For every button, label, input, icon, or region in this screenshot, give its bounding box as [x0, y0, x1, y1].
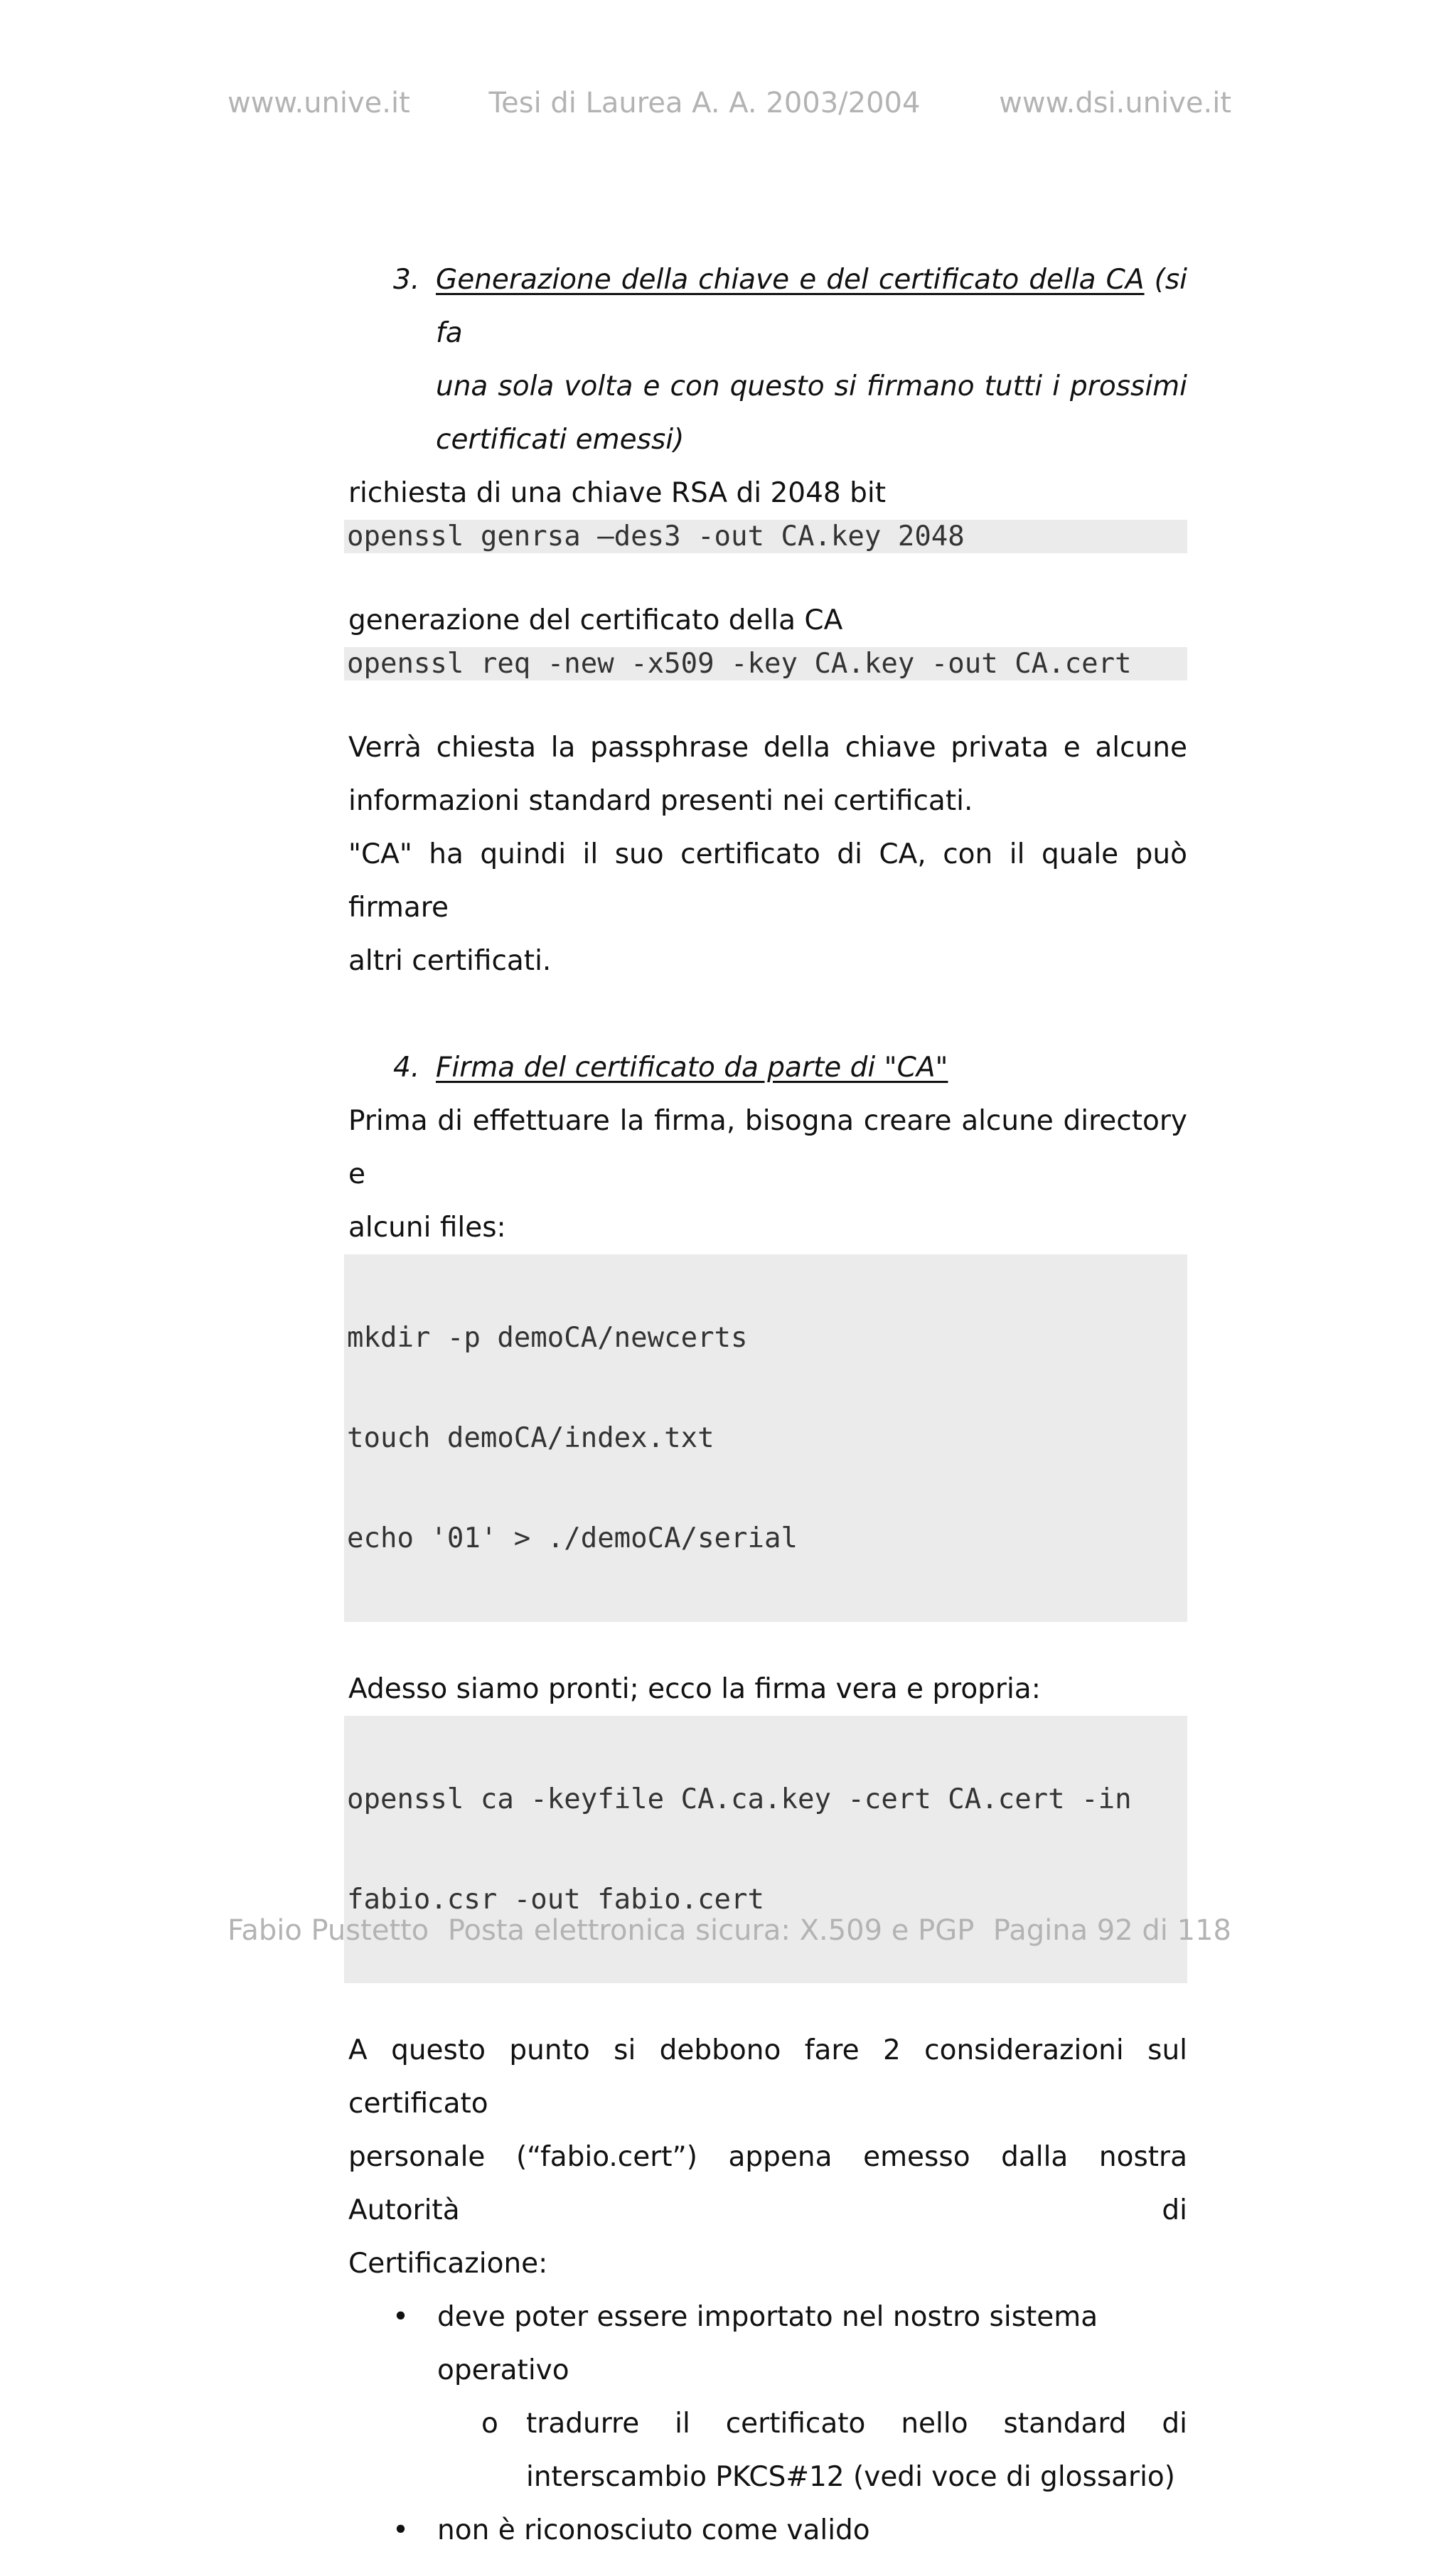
adesso-paragraph: Adesso siamo pronti; ecco la firma vera e propria:: [348, 1673, 1041, 1705]
code-line: echo '01' > ./demoCA/serial: [347, 1522, 798, 1554]
section-4-title: Firma del certificato da parte di "CA": [436, 1052, 948, 1084]
sub-bullet-line-2: interscambio PKCS#12 (vedi voce di glossario): [526, 2461, 1175, 2493]
gencert-paragraph: generazione del certificato della CA: [348, 604, 843, 636]
code-line: openssl genrsa –des3 -out CA.key 2048: [347, 521, 965, 552]
bullet-text: deve poter essere importato nel nostro sistema operativo: [437, 2301, 1098, 2386]
bullet-marker: •: [392, 2301, 410, 2333]
section-4-heading: [347, 1041, 1187, 1094]
ca-paragraph: [348, 828, 1187, 988]
prima-line-2: alcuni files:: [348, 1212, 506, 1244]
bullet-item: [348, 2504, 1187, 2557]
code-req: [344, 647, 1187, 680]
bullet-text: non è riconosciuto come valido: [437, 2514, 870, 2546]
footer-left: Fabio Pustetto: [228, 1914, 429, 1947]
code-line: openssl ca -keyfile CA.ca.key -cert CA.cert -in: [347, 1783, 1132, 1815]
header-left: www.unive.it: [228, 87, 410, 119]
section-3-title: Generazione della chiave e del certificato della CA: [436, 264, 1145, 296]
header-right: www.dsi.unive.it: [999, 87, 1231, 119]
ca-line-2: altri certificati.: [348, 945, 552, 977]
aquesto-paragraph: [348, 2024, 1187, 2290]
section-4-number: 4.: [393, 1052, 420, 1084]
aquesto-line-1: A questo punto si debbono fare 2 considerazioni sul certificato: [348, 2034, 1187, 2120]
bullet-marker: •: [392, 2514, 410, 2546]
sub-bullet-marker: o: [481, 2408, 498, 2440]
section-3-line3: certificati emessi): [436, 424, 685, 456]
section-3-number: 3.: [393, 264, 420, 296]
verra-line-1: Verrà chiesta la passphrase della chiave privata e alcune: [348, 732, 1187, 764]
section-3-heading: [347, 253, 1187, 466]
bullet-item: [348, 2290, 1187, 2397]
code-line: openssl req -new -x509 -key CA.key -out CA.cert: [347, 648, 1132, 680]
footer-center: Posta elettronica sicura: X.509 e PGP: [447, 1914, 975, 1947]
sub-bullet-item: [348, 2397, 1187, 2504]
code-line: fabio.csr -out fabio.cert: [347, 1884, 764, 1916]
code-line: mkdir -p demoCA/newcerts: [347, 1322, 748, 1354]
section-3-line2: una sola volta e con questo si firmano tutti i prossimi: [436, 370, 1187, 402]
code-mkdir: [344, 1254, 1187, 1622]
prima-line-1: Prima di effettuare la firma, bisogna creare alcune directory e: [348, 1105, 1187, 1190]
verra-paragraph: [348, 721, 1187, 828]
verra-line-2: informazioni standard presenti nei certificati.: [348, 785, 973, 817]
footer-right: Pagina 92 di 118: [992, 1914, 1231, 1947]
page-footer: [228, 1914, 1231, 1947]
header-center: Tesi di Laurea A. A. 2003/2004: [488, 87, 921, 119]
ca-line-1: "CA" ha quindi il suo certificato di CA, con il quale può firmare: [348, 838, 1187, 924]
page-header: [228, 87, 1231, 119]
page-content: [348, 253, 1187, 2557]
rsa-paragraph: richiesta di una chiave RSA di 2048 bit: [348, 477, 887, 509]
section-3-suffix: (si fa: [436, 264, 1187, 349]
aquesto-line-3: Certificazione:: [348, 2248, 548, 2280]
sub-bullet-line-1: tradurre il certificato nello standard di: [526, 2408, 1187, 2440]
code-genrsa: [344, 520, 1187, 553]
prima-paragraph: [348, 1094, 1187, 1254]
aquesto-line-2: personale (“fabio.cert”) appena emesso dalla nostra Autorità di: [348, 2141, 1187, 2226]
code-line: touch demoCA/index.txt: [347, 1422, 714, 1454]
